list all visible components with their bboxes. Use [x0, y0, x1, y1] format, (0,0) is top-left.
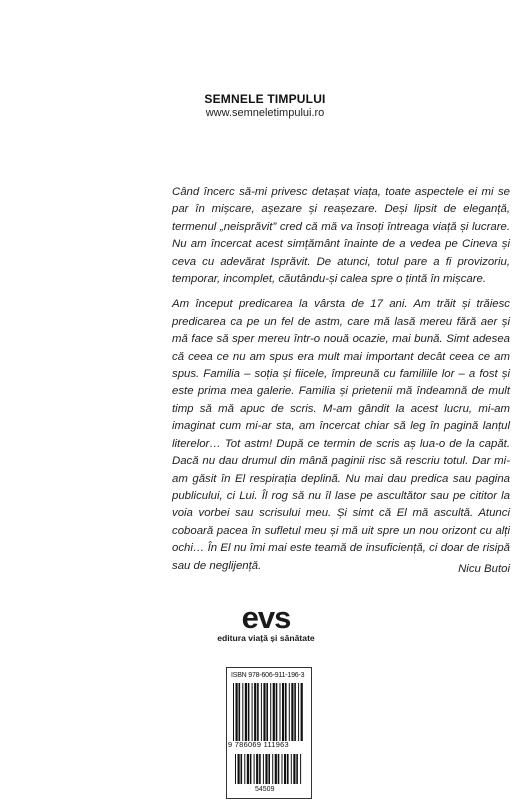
paragraph-1: Când încerc să-mi privesc detașat viața, toate aspectele ei mi se par în mișcare, așezare și reașezare. Deși lipsit de eleganță, termenul „neisprăvit” cred că mă va însoți întreaga viață și lucrare. Nu am încercat acest simțământ înainte de a vedea pe Cineva și ceva cu adevărat Isprăvit. De atunci, totul pare a fi provizoriu, temporar, incomplet, căutându-și calea spre o țintă în mișcare.	[172, 186, 510, 286]
price-barcode	[235, 754, 303, 784]
publisher-url: www.semneletimpului.ro	[205, 107, 325, 119]
evs-logo	[206, 600, 326, 643]
barcode-digits: 9 786069 111963	[228, 740, 289, 749]
isbn-label: ISBN 978-606-911-196-3	[231, 672, 305, 679]
barcode-code: 54509	[255, 786, 275, 793]
logo-mark: evs	[241, 600, 291, 635]
paragraph-2: Am început predicarea la vârsta de 17 ani. Am trăit și trăiesc predicarea ca pe un fel de astm, care mă lasă mereu fără aer și mă face să sper mereu într-o nouă ocazie, mai bună. Simt adesea că ceea ce nu am spus era mult mai important decât ceea ce am spus. Familia – soția și fiicele, împreună cu familiile lor – a fost și este prima mea galerie. Familia și prietenii mă îndeamnă de mult timp să mă apuc de scris. M-am gândit la acest lucru, mi-am imaginat cum mi-ar sta, am încercat chiar să leg în pagină lanțul literelor… Tot astm! După ce termin de scris aș lua-o de la capăt. Dacă nu dau drumul din mână paginii risc să rescriu totul. Dar mi-am găsit în El respirația deplină. Nu mai dau predica sau pagina publicului, ci Lui. Îl rog să nu îl lase pe ascultător sau pe cititor la voia vorbei sau scrisului meu. Și simt că El mă ascultă. Atunci coboară pacea în sufletul meu și mă uit spre un nou orizont cu alți ochi… În El nu îmi mai este teamă de insuficiență, ci doar de risipă sau de neglijență.	[172, 298, 510, 572]
author-signature: Nicu Butoi	[458, 563, 510, 575]
back-cover-text	[172, 184, 510, 583]
barcode-panel	[226, 667, 312, 799]
publisher-block	[0, 92, 530, 119]
publisher-name: SEMNELE TIMPULUI	[204, 92, 326, 106]
logo-tagline: editura viață și sănătate	[217, 633, 315, 643]
isbn-barcode	[233, 683, 305, 741]
